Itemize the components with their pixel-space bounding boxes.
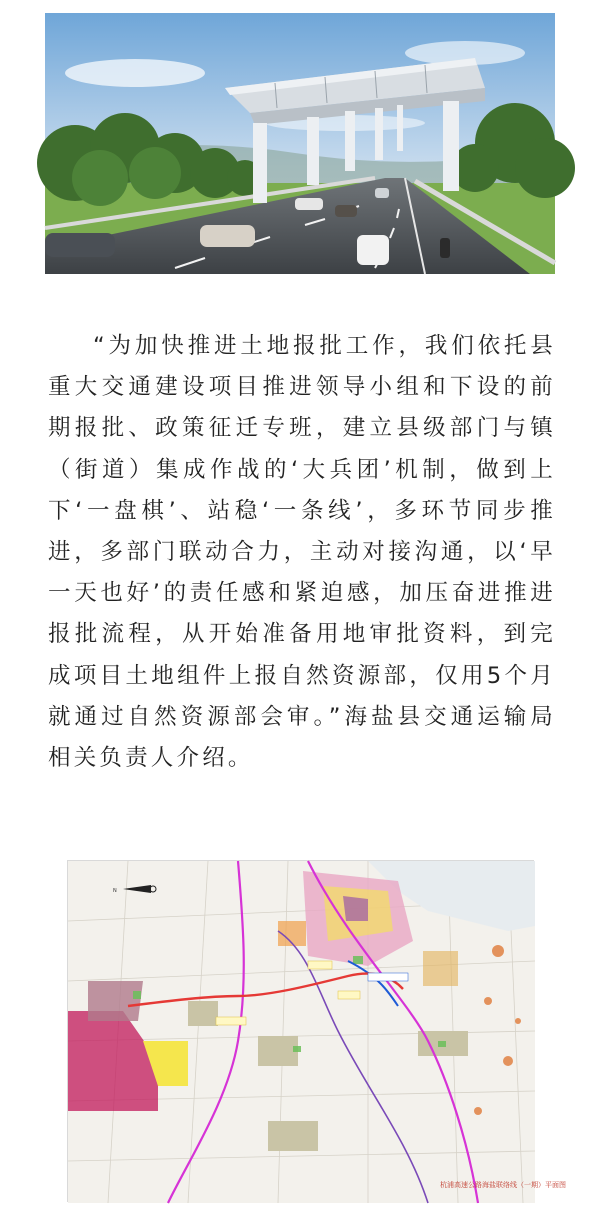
article-body [48, 326, 556, 779]
article-paragraph: “为加快推进土地报批工作，我们依托县重大交通建设项目推进领导小组和下设的前期报批、政策征迁专班，建立县级部门与镇（街道）集成作战的‘大兵团’机制，做到上下‘一盘棋’、站稳‘一条线’，多环节同步推进，多部门联动合力，主动对接沟通，以‘早一天也好’的责任感和紧迫感，加压奋进推进报批流程，从开始准备用地审批资料，到完成项目土地组件上报自然资源部，仅用5个月就通过自然资源部会审。”海盐县交通运输局相关负责人介绍。 [48, 333, 556, 772]
route-plan-map [67, 860, 566, 1202]
svg-text:N: N [113, 888, 117, 894]
map-caption: 杭浦高速公路海盐联络线（一期）平面图 [440, 1181, 566, 1189]
hero-image [45, 13, 555, 274]
